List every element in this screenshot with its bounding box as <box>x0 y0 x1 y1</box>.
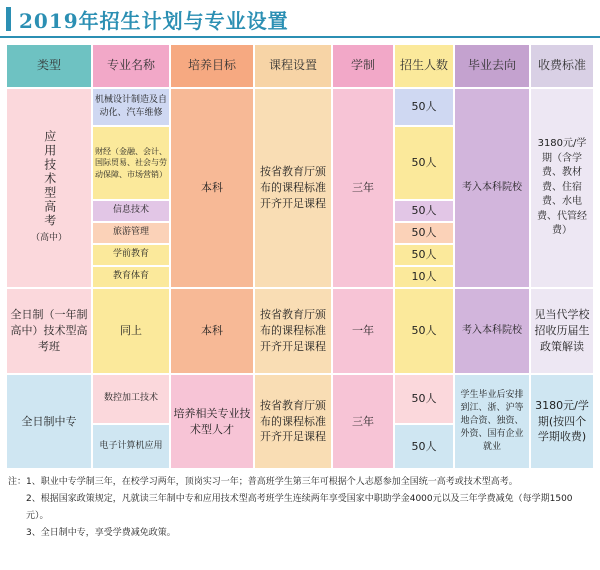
group3-count-1: 50人 <box>394 374 454 424</box>
group1-count-5: 50人 <box>394 244 454 266</box>
group1-type-cell <box>6 88 92 288</box>
header-type: 类型 <box>6 44 92 88</box>
group2-course: 按省教育厅颁布的课程标准开齐开足课程 <box>254 288 332 374</box>
group1-type-sub: （高中） <box>30 233 67 244</box>
note-3: 3、全日制中专，享受学费减免政策。 <box>26 528 176 539</box>
header-goal: 培养目标 <box>170 44 254 88</box>
header-years: 学制 <box>332 44 394 88</box>
group3-goal: 培养相关专业技术型人才 <box>170 374 254 469</box>
group3-fee: 3180元/学期(按四个学期收费) <box>530 374 594 469</box>
enrollment-table <box>6 44 594 469</box>
page-title-block <box>6 4 289 34</box>
group1-major-5: 学前教育 <box>92 244 170 266</box>
group1-count-1: 50人 <box>394 88 454 126</box>
group1-major-6: 教育体育 <box>92 266 170 288</box>
group1-type: 应用技术型高考 <box>42 130 57 229</box>
group2-major: 同上 <box>92 288 170 374</box>
group1-years: 三年 <box>332 88 394 288</box>
group3-major-2: 电子计算机应用 <box>92 424 170 469</box>
group1-fee: 3180元/学期（含学费、教材费、住宿费、水电费、代管经费） <box>530 88 594 288</box>
group2-destination: 考入本科院校 <box>454 288 530 374</box>
group1-major-2: 财经（金融、会计、国际贸易、社会与劳动保障、市场营销） <box>92 126 170 200</box>
group1-major-3: 信息技术 <box>92 200 170 222</box>
group3-years: 三年 <box>332 374 394 469</box>
group2-type: 全日制（一年制高中）技术型高考班 <box>6 288 92 374</box>
group2-goal: 本科 <box>170 288 254 374</box>
group1-major-4: 旅游管理 <box>92 222 170 244</box>
group1-destination: 考入本科院校 <box>454 88 530 288</box>
group3-major-1: 数控加工技术 <box>92 374 170 424</box>
group1-course: 按省教育厅颁布的课程标准开齐开足课程 <box>254 88 332 288</box>
header-major: 专业名称 <box>92 44 170 88</box>
header-count: 招生人数 <box>394 44 454 88</box>
group1-count-4: 50人 <box>394 222 454 244</box>
note-2: 2、根据国家政策规定，凡就读三年制中专和应用技术型高考班学生连续两年享受国家中职助学金4000元以及三年学费减免（每学期1500元）。 <box>26 494 573 522</box>
group1-count-3: 50人 <box>394 200 454 222</box>
group2-fee: 见当代学校招收历届生政策解读 <box>530 288 594 374</box>
title-accent-bar <box>6 7 11 31</box>
header-destination: 毕业去向 <box>454 44 530 88</box>
page-title: 2019年招生计划与专业设置 <box>19 8 289 33</box>
group3-type: 全日制中专 <box>6 374 92 469</box>
notes <box>8 474 594 542</box>
group3-destination: 学生毕业后安排到江、浙、沪等地合资、独资、外资、国有企业就业 <box>454 374 530 469</box>
group2-years: 一年 <box>332 288 394 374</box>
group1-count-6: 10人 <box>394 266 454 288</box>
header-course: 课程设置 <box>254 44 332 88</box>
note-1: 注：1、职业中专学制三年，在校学习两年，顶岗实习一年；普高班学生第三年可根据个人志愿参加全国统一高考或技术型高考。 <box>8 477 518 487</box>
group3-count-2: 50人 <box>394 424 454 469</box>
header-fee: 收费标准 <box>530 44 594 88</box>
group1-major-1: 机械设计制造及自动化、汽车维修 <box>92 88 170 126</box>
title-divider <box>0 36 600 38</box>
group3-course: 按省教育厅颁布的课程标准开齐开足课程 <box>254 374 332 469</box>
group2-count: 50人 <box>394 288 454 374</box>
group1-goal: 本科 <box>170 88 254 288</box>
group1-count-2: 50人 <box>394 126 454 200</box>
